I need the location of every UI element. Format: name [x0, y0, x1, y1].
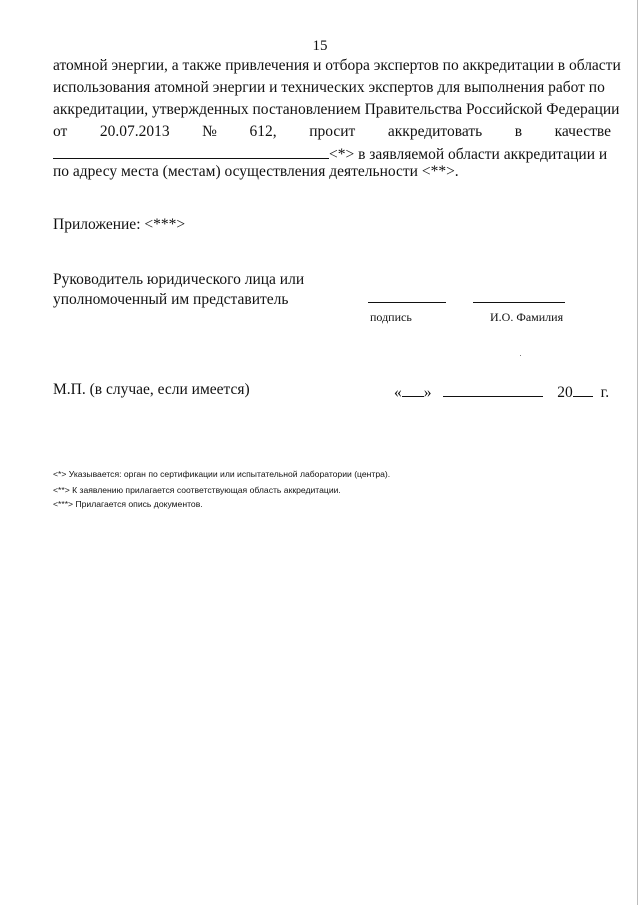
body-line-3: аккредитации, утвержденных постановлением Правительства Российской Федерации [53, 101, 620, 118]
scan-speck [520, 355, 521, 356]
footnote-1: <*> Указывается: орган по сертификации или испытательной лаборатории (центра). [53, 469, 391, 479]
body-line-5-text: <*> в заявляемой области аккредитации и [329, 146, 608, 163]
date-open-quote: « [394, 384, 402, 401]
role-blank-line [53, 143, 329, 159]
word-v: в [514, 123, 523, 140]
page-edge [637, 0, 638, 905]
date-field [394, 381, 609, 402]
appendix-label: Приложение: <***> [53, 216, 186, 233]
day-blank [402, 381, 424, 397]
body-line-1: атомной энергии, а также привлечения и отбора экспертов по аккредитации в области [53, 57, 621, 74]
page-number: 15 [312, 38, 328, 54]
signature-caption: подпись [370, 310, 412, 324]
signature-blank-line [368, 302, 446, 303]
footnote-3: <***> Прилагается опись документов. [53, 499, 203, 509]
name-caption: И.О. Фамилия [490, 310, 564, 324]
signatory-role-line-2: уполномоченный им представитель [53, 291, 289, 308]
stamp-label: М.П. (в случае, если имеется) [53, 381, 250, 398]
word-prosit: просит [309, 123, 356, 140]
word-number-sign: № [202, 123, 217, 140]
signatory-role-line-1: Руководитель юридического лица или [53, 271, 305, 288]
body-line-5 [53, 143, 611, 164]
date-close-quote: » [423, 384, 432, 401]
month-blank [443, 381, 543, 397]
year-suffix: г. [600, 384, 610, 401]
word-date: 20.07.2013 [99, 123, 170, 140]
year-blank [573, 381, 593, 397]
body-line-6: по адресу места (местам) осуществления деятельности <**>. [53, 163, 459, 180]
year-prefix: 20 [557, 384, 573, 401]
body-line-4 [53, 123, 611, 141]
name-blank-line [473, 302, 565, 303]
word-kachestve: качестве [554, 123, 611, 140]
word-ot: от [53, 123, 68, 140]
body-line-2: использования атомной энергии и технических экспертов для выполнения работ по [53, 79, 605, 96]
footnote-2: <**> К заявлению прилагается соответствующая область аккредитации. [53, 485, 341, 495]
word-akkreditovat: аккредитовать [387, 123, 483, 140]
word-number: 612, [249, 123, 277, 140]
